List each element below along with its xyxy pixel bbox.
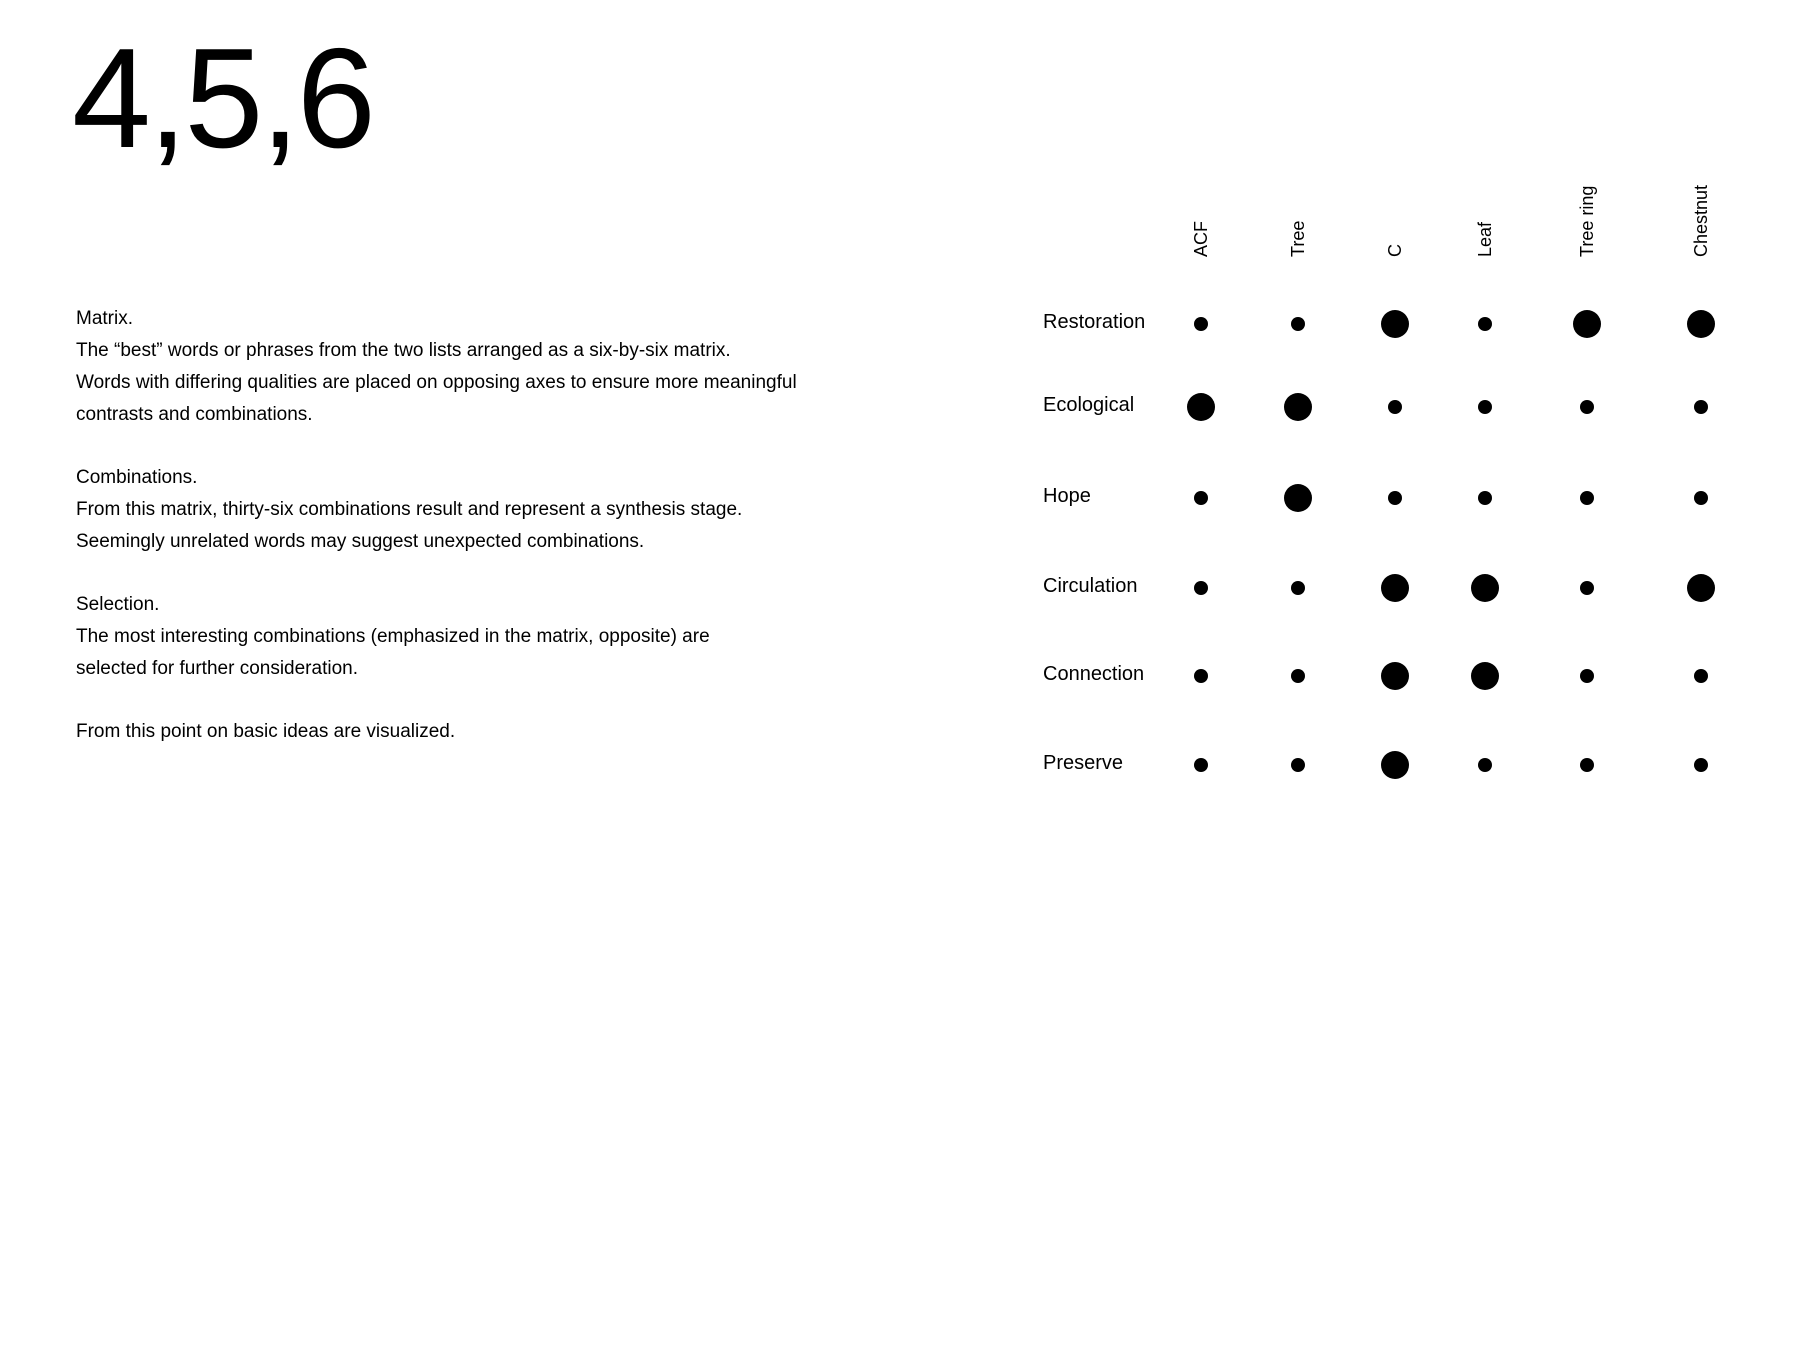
matrix-dot <box>1694 400 1708 414</box>
emphasized-dot <box>1284 393 1312 421</box>
matrix-dot <box>1694 491 1708 505</box>
column-label: Chestnut <box>1691 184 1711 257</box>
matrix-dot <box>1194 669 1208 683</box>
emphasized-dot <box>1381 310 1409 338</box>
text-line: Seemingly unrelated words may suggest unexpected combinations. <box>76 531 645 552</box>
row-label: Restoration <box>1043 311 1146 333</box>
column-label: Tree ring <box>1577 185 1597 257</box>
matrix-dot <box>1580 400 1594 414</box>
section-selection <box>76 589 836 685</box>
word-matrix <box>1020 160 1780 820</box>
matrix-dot <box>1194 317 1208 331</box>
emphasized-dot <box>1687 310 1715 338</box>
text-line: contrasts and combinations. <box>76 404 313 425</box>
text-line: Matrix. <box>76 308 133 329</box>
matrix-dot <box>1478 491 1492 505</box>
matrix-dot <box>1580 491 1594 505</box>
matrix-dot <box>1580 669 1594 683</box>
text-line: selected for further consideration. <box>76 658 358 679</box>
emphasized-dot <box>1573 310 1601 338</box>
column-label: ACF <box>1191 221 1211 257</box>
text-line: The most interesting combinations (emphasized in the matrix, opposite) are <box>76 626 710 647</box>
row-label: Hope <box>1043 485 1091 507</box>
emphasized-dot <box>1471 662 1499 690</box>
section-combinations <box>76 462 836 558</box>
column-label: Tree <box>1288 220 1308 257</box>
column-label: Leaf <box>1475 221 1495 257</box>
matrix-dot <box>1580 758 1594 772</box>
text-line: From this matrix, thirty-six combinations result and represent a synthesis stage. <box>76 499 743 520</box>
matrix-dot <box>1388 400 1402 414</box>
matrix-dot <box>1478 317 1492 331</box>
matrix-dot <box>1388 491 1402 505</box>
column-label: C <box>1385 244 1405 257</box>
text-line: The “best” words or phrases from the two lists arranged as a six-by-six matrix. <box>76 340 731 361</box>
emphasized-dot <box>1284 484 1312 512</box>
emphasized-dot <box>1687 574 1715 602</box>
matrix-dot <box>1478 400 1492 414</box>
page-number: 4,5,6 <box>72 19 373 178</box>
matrix-dot <box>1291 581 1305 595</box>
emphasized-dot <box>1471 574 1499 602</box>
matrix-dot <box>1580 581 1594 595</box>
text-line: Combinations. <box>76 467 198 488</box>
matrix-dot <box>1291 317 1305 331</box>
emphasized-dot <box>1381 574 1409 602</box>
section-matrix <box>76 303 836 431</box>
matrix-dot <box>1194 581 1208 595</box>
emphasized-dot <box>1381 751 1409 779</box>
matrix-dot <box>1478 758 1492 772</box>
row-label: Circulation <box>1043 575 1138 597</box>
matrix-dot <box>1194 758 1208 772</box>
emphasized-dot <box>1187 393 1215 421</box>
matrix-dot <box>1291 758 1305 772</box>
section-visualization <box>76 716 836 748</box>
text-line: Selection. <box>76 594 160 615</box>
emphasized-dot <box>1381 662 1409 690</box>
text-line: Words with differing qualities are placed on opposing axes to ensure more meaningful <box>76 372 797 393</box>
row-label: Preserve <box>1043 752 1124 774</box>
text-line: From this point on basic ideas are visualized. <box>76 721 456 742</box>
matrix-dot <box>1194 491 1208 505</box>
matrix-dot <box>1291 669 1305 683</box>
row-label: Ecological <box>1043 394 1135 416</box>
matrix-dot <box>1694 669 1708 683</box>
matrix-dot <box>1694 758 1708 772</box>
row-label: Connection <box>1043 663 1145 685</box>
description-text <box>76 303 836 779</box>
